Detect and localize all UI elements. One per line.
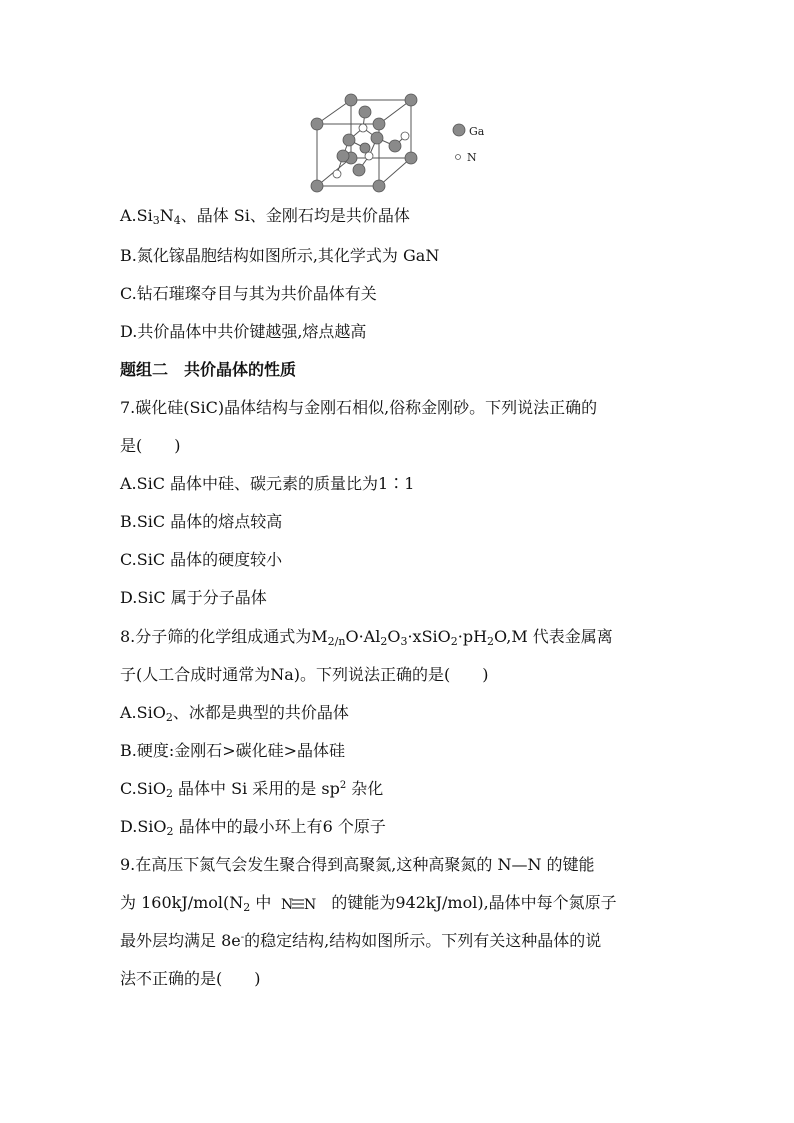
- q7-option-b: B.SiC 晶体的熔点较高: [120, 512, 283, 531]
- q8-option-a: A.SiO$_2$、冰都是典型的共价晶体: [120, 703, 349, 724]
- q6-option-d: D.共价晶体中共价键越强,熔点越高: [120, 322, 367, 341]
- triple-bond-formula: [281, 896, 315, 912]
- q9-stem-line-2: 为 $160kJ/mol(N_2$ 中 N N 的键能为942kJ/mol),晶体中每个氮原子: [120, 893, 617, 914]
- q8-stem-line-2: 子(人工合成时通常为Na)。下列说法正确的是( ): [120, 665, 489, 684]
- n-legend-label: N: [467, 151, 477, 164]
- q6-option-a: $A.Si_3N_4$、晶体 Si、金刚石均是共价晶体: [120, 206, 410, 227]
- q7-option-d: D.SiC 属于分子晶体: [120, 588, 267, 607]
- q7-option-c: C.SiC 晶体的硬度较小: [120, 550, 283, 569]
- ga-legend-icon: [453, 124, 465, 136]
- q7-stem-line-2: 是( ): [120, 436, 181, 455]
- svg-text:N: N: [304, 896, 317, 913]
- q9-stem-line-1: 9.在高压下氮气会发生聚合得到高聚氮,这种高聚氮的 N—N 的键能: [120, 855, 595, 874]
- svg-text:N: N: [281, 896, 294, 913]
- q9-stem-line-4: 法不正确的是( ): [120, 969, 261, 988]
- n-legend-icon: [456, 155, 461, 160]
- q8-option-b: B.硬度:金刚石>碳化硅>晶体硅: [120, 741, 346, 760]
- section-heading: 题组二 共价晶体的性质: [120, 360, 297, 379]
- q8-option-d: D.SiO$_2$ 晶体中的最小环上有6 个原子: [120, 817, 386, 838]
- q6-option-c: C.钻石璀璨夺目与其为共价晶体有关: [120, 284, 377, 303]
- ga-legend-label: Ga: [469, 125, 485, 138]
- q6-option-b: B.氮化镓晶胞结构如图所示,其化学式为 GaN: [120, 246, 440, 265]
- q7-option-a: A.SiC 晶体中硅、碳元素的质量比为1∶1: [120, 474, 415, 493]
- q9-stem-line-3: 最外层均满足 8e-的稳定结构,结构如图所示。下列有关这种晶体的说: [120, 931, 602, 950]
- gan-unit-cell-figure: [305, 90, 495, 198]
- q8-option-c: C.SiO$_2$ 晶体中 Si 采用的是 $sp^2$ 杂化: [120, 779, 384, 800]
- q7-stem-line-1: 7.碳化硅(SiC)晶体结构与金刚石相似,俗称金刚砂。下列说法正确的: [120, 398, 598, 417]
- q8-stem-line-1: 8.分子筛的化学组成通式为$M_{2/n}O\cdot Al_2O_3\cdot xSiO_2\cdot pH_2O,M$ 代表金属离: [120, 627, 613, 648]
